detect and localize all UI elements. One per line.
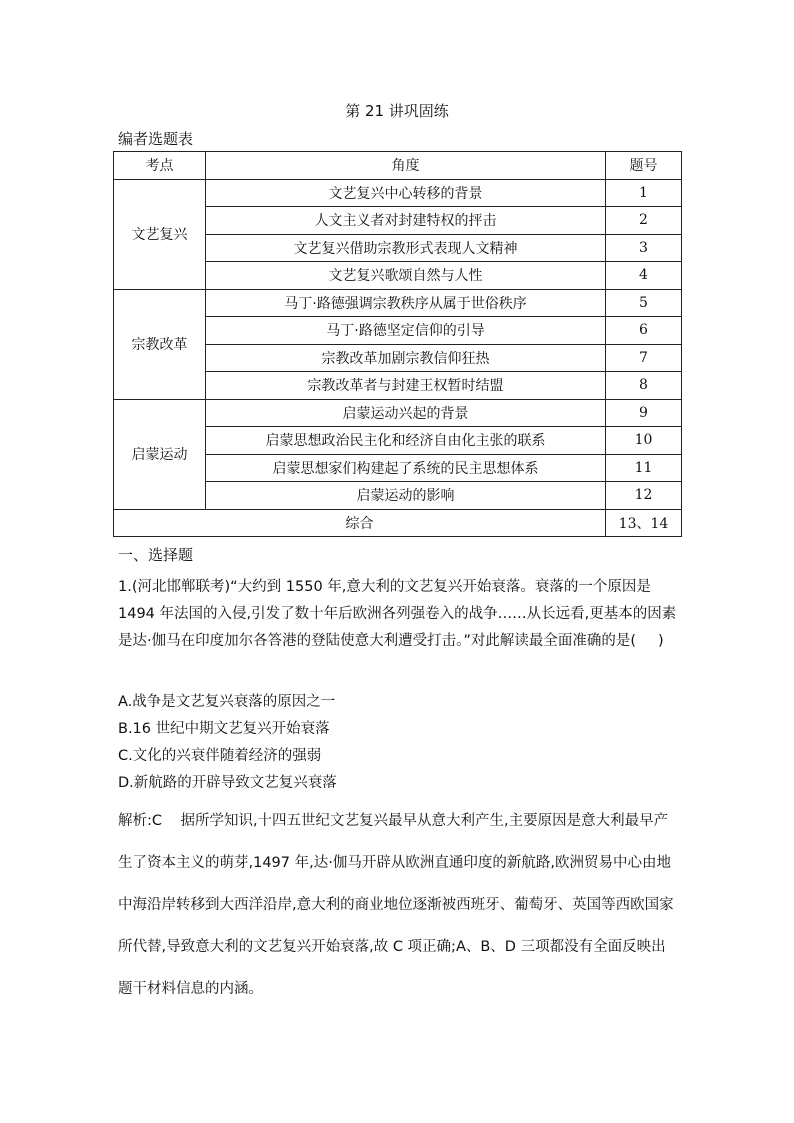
table-header-row bbox=[114, 152, 682, 180]
question-stem-text: 1.(河北邯郸联考)“大约到 1550 年,意大利的文艺复兴开始衰落。衰落的一个原因是 1494 年法国的入侵,引发了数十年后欧洲各列强卷入的战争……从长远看,更基本的因素是达·伽马在印度加尔各答港的登陆使意大利遭受打击。”对此解读最全面准确的是( bbox=[118, 579, 677, 649]
option-d: D.新航路的开辟导致文艺复兴衰落 bbox=[118, 775, 337, 791]
angle-cell: 宗教改革者与封建王权暂时结盟 bbox=[206, 372, 606, 400]
number-cell: 12 bbox=[606, 482, 682, 510]
angle-cell: 文艺复兴借助宗教形式表现人文精神 bbox=[206, 234, 606, 262]
summary-label: 综合 bbox=[114, 509, 606, 537]
header-angle: 角度 bbox=[206, 152, 606, 180]
option-list bbox=[118, 689, 337, 797]
number-cell: 9 bbox=[606, 399, 682, 427]
number-cell: 5 bbox=[606, 289, 682, 317]
angle-cell: 马丁·路德强调宗教秩序从属于世俗秩序 bbox=[206, 289, 606, 317]
table-caption: 编者选题表 bbox=[118, 130, 194, 148]
number-cell: 11 bbox=[606, 454, 682, 482]
summary-number: 13、14 bbox=[606, 509, 682, 537]
angle-cell: 马丁·路德坚定信仰的引导 bbox=[206, 317, 606, 345]
angle-cell: 文艺复兴歌颂自然与人性 bbox=[206, 262, 606, 290]
angle-cell: 宗教改革加剧宗教信仰狂热 bbox=[206, 344, 606, 372]
topic-cell: 启蒙运动 bbox=[114, 399, 206, 509]
header-topic: 考点 bbox=[114, 152, 206, 180]
topic-cell: 宗教改革 bbox=[114, 289, 206, 399]
number-cell: 10 bbox=[606, 427, 682, 455]
table-row bbox=[114, 179, 682, 207]
section-title: 一、选择题 bbox=[118, 546, 194, 564]
table-row bbox=[114, 289, 682, 317]
topic-cell: 文艺复兴 bbox=[114, 179, 206, 289]
option-b: B.16 世纪中期文艺复兴开始衰落 bbox=[118, 721, 330, 737]
angle-cell: 启蒙思想政治民主化和经济自由化主张的联系 bbox=[206, 427, 606, 455]
angle-cell: 启蒙运动兴起的背景 bbox=[206, 399, 606, 427]
analysis bbox=[118, 800, 680, 1010]
analysis-label: 解析:C bbox=[118, 813, 163, 829]
angle-cell: 文艺复兴中心转移的背景 bbox=[206, 179, 606, 207]
number-cell: 1 bbox=[606, 179, 682, 207]
option-a: A.战争是文艺复兴衰落的原因之一 bbox=[118, 694, 336, 710]
question-stem-close: ) bbox=[658, 633, 664, 649]
angle-cell: 启蒙运动的影响 bbox=[206, 482, 606, 510]
number-cell: 7 bbox=[606, 344, 682, 372]
header-number: 题号 bbox=[606, 152, 682, 180]
table-row bbox=[114, 399, 682, 427]
number-cell: 6 bbox=[606, 317, 682, 345]
angle-cell: 启蒙思想家们构建起了系统的民主思想体系 bbox=[206, 454, 606, 482]
number-cell: 3 bbox=[606, 234, 682, 262]
number-cell: 4 bbox=[606, 262, 682, 290]
number-cell: 2 bbox=[606, 207, 682, 235]
page-title: 第 21 讲巩固练 bbox=[345, 102, 449, 120]
number-cell: 8 bbox=[606, 372, 682, 400]
option-c: C.文化的兴衰伴随着经济的强弱 bbox=[118, 748, 322, 764]
topic-table bbox=[113, 151, 682, 537]
question-stem bbox=[118, 574, 678, 655]
analysis-text: 据所学知识,十四五世纪文艺复兴最早从意大利产生,主要原因是意大利最早产生了资本主义的萌芽,1497 年,达·伽马开辟从欧洲直通印度的新航路,欧洲贸易中心由地中海沿岸转移到大西洋沿岸,意大利的商业地位逐渐被西班牙、葡萄牙、英国等西欧国家所代替,导致意大利的文艺复兴开始衰落,故 C 项正确;A、B、D 三项都没有全面反映出题干材料信息的内涵。 bbox=[118, 813, 674, 997]
angle-cell: 人文主义者对封建特权的抨击 bbox=[206, 207, 606, 235]
table-summary-row bbox=[114, 509, 682, 537]
